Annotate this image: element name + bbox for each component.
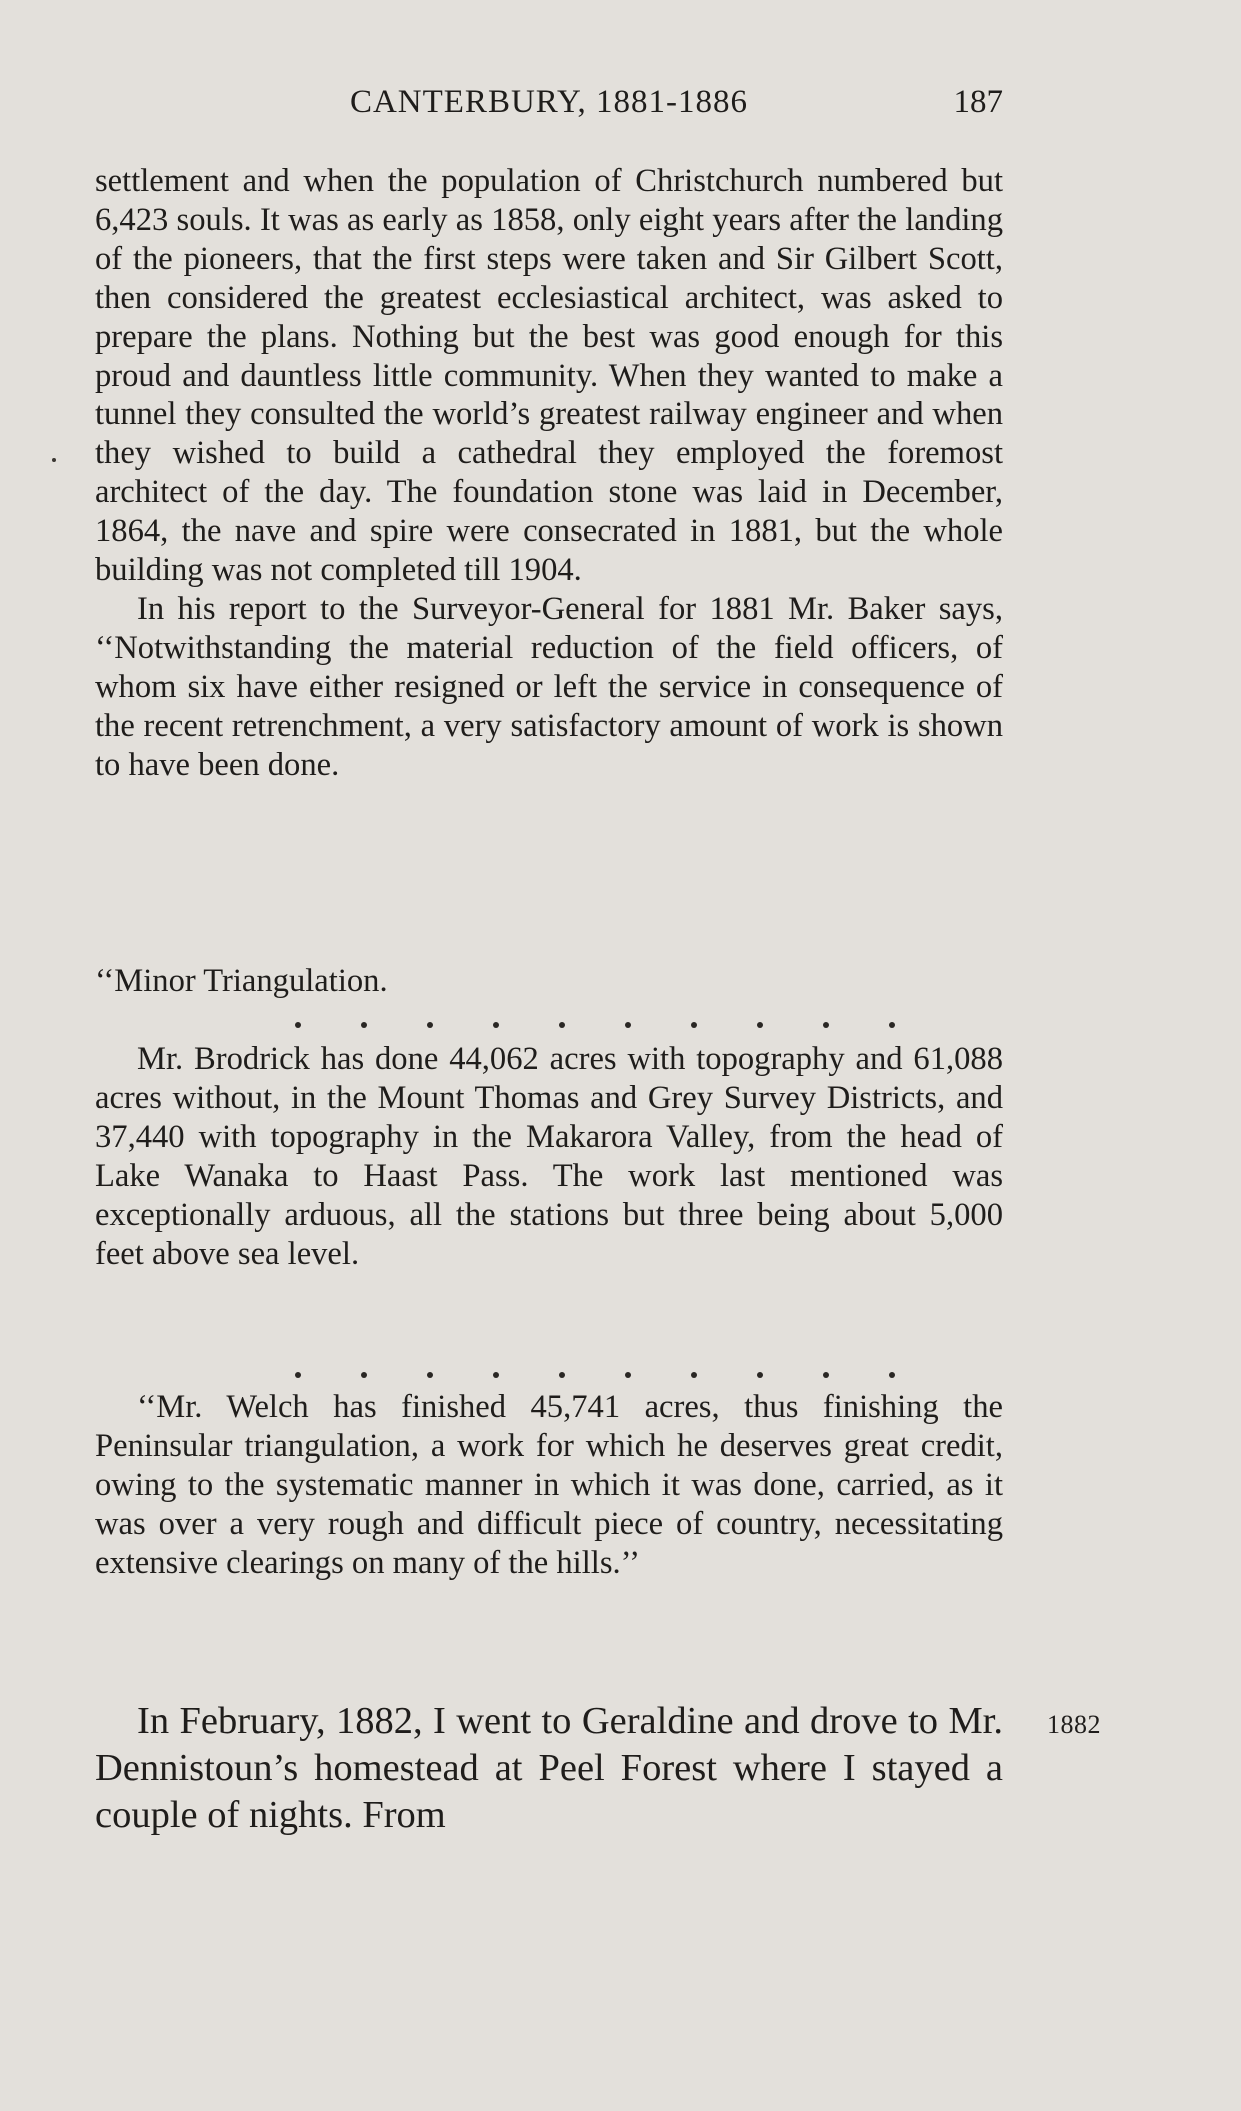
ellipsis-dot [691, 1372, 697, 1378]
ellipsis-row-1 [95, 1022, 1003, 1042]
ellipsis-dot [361, 1022, 367, 1028]
section-heading-block [95, 962, 1003, 1001]
paragraph-welch: ‘‘Mr. Welch has finished 45,741 acres, thus finishing the Peninsular triangulation, a work for which he deserves great credit, owing to the systematic manner in which it was done, carried, as it was over a very rough and difficult piece of country, necessitating extensive clearings on many of the hills.’’ [95, 1389, 1003, 1581]
ellipsis-dot [889, 1372, 895, 1378]
body-text-block-4 [95, 1698, 1003, 1839]
ellipsis-dot [559, 1022, 565, 1028]
margin-year-note: 1882 [1047, 1710, 1101, 1739]
margin-dot-mark [52, 458, 56, 462]
page-header [95, 84, 1003, 128]
ellipsis-dot [691, 1022, 697, 1028]
ellipsis-dot [757, 1372, 763, 1378]
paragraph-geraldine: In February, 1882, I went to Geraldine and drove to Mr. Dennistoun’s homestead at Peel Forest where I stayed a couple of nights. From [95, 1700, 1003, 1836]
running-title: CANTERBURY, 1881-1886 [349, 84, 749, 120]
ellipsis-dot [295, 1022, 301, 1028]
ellipsis-dot [625, 1372, 631, 1378]
ellipsis-dot [757, 1022, 763, 1028]
ellipsis-dot [493, 1022, 499, 1028]
paragraph-brodrick: Mr. Brodrick has done 44,062 acres with topography and 61,088 acres without, in the Mount Thomas and Grey Survey Districts, and 37,440 with topography in the Makarora Valley, from the head of Lake Wanaka to Haast Pass. The work last mentioned was exceptionally arduous, all the stations but three being about 5,000 feet above sea level. [95, 1041, 1003, 1272]
body-text-block-2 [95, 1040, 1003, 1273]
page-number: 187 [953, 84, 1003, 120]
paragraph-cathedral: settlement and when the population of Christchurch numbered but 6,423 souls. It was as early as 1858, only eight years after the landing of the pioneers, that the first steps were taken and Sir Gilbert Scott, then considered the greatest ecclesiastical architect, was asked to prepare the plans. Nothing but the best was good enough for this proud and dauntless little community. When they wanted to make a tunnel they consulted the world’s greatest railway engineer and when they wished to build a cathedral they employed the foremost architect of the day. The foundation stone was laid in December, 1864, the nave and spire were consecrated in 1881, but the whole building was not completed till 1904. [95, 163, 1003, 589]
ellipsis-dot [493, 1372, 499, 1378]
ellipsis-dot [823, 1022, 829, 1028]
body-text-block-1 [95, 162, 1003, 785]
ellipsis-dot [823, 1372, 829, 1378]
ellipsis-dot [889, 1022, 895, 1028]
ellipsis-dot [427, 1372, 433, 1378]
minor-triangulation-heading: ‘‘Minor Triangulation. [95, 963, 388, 999]
ellipsis-dot [295, 1372, 301, 1378]
body-text-block-3 [95, 1388, 1003, 1583]
ellipsis-dot [427, 1022, 433, 1028]
paragraph-baker-report: In his report to the Surveyor-General for 1881 Mr. Baker says, ‘‘Notwithstanding the material reduction of the field officers, of whom six have either resigned or left the service in consequence of the recent retrenchment, a very satisfactory amount of work is shown to have been done. [95, 590, 1003, 783]
ellipsis-dot [559, 1372, 565, 1378]
ellipsis-dot [625, 1022, 631, 1028]
ellipsis-dot [361, 1372, 367, 1378]
